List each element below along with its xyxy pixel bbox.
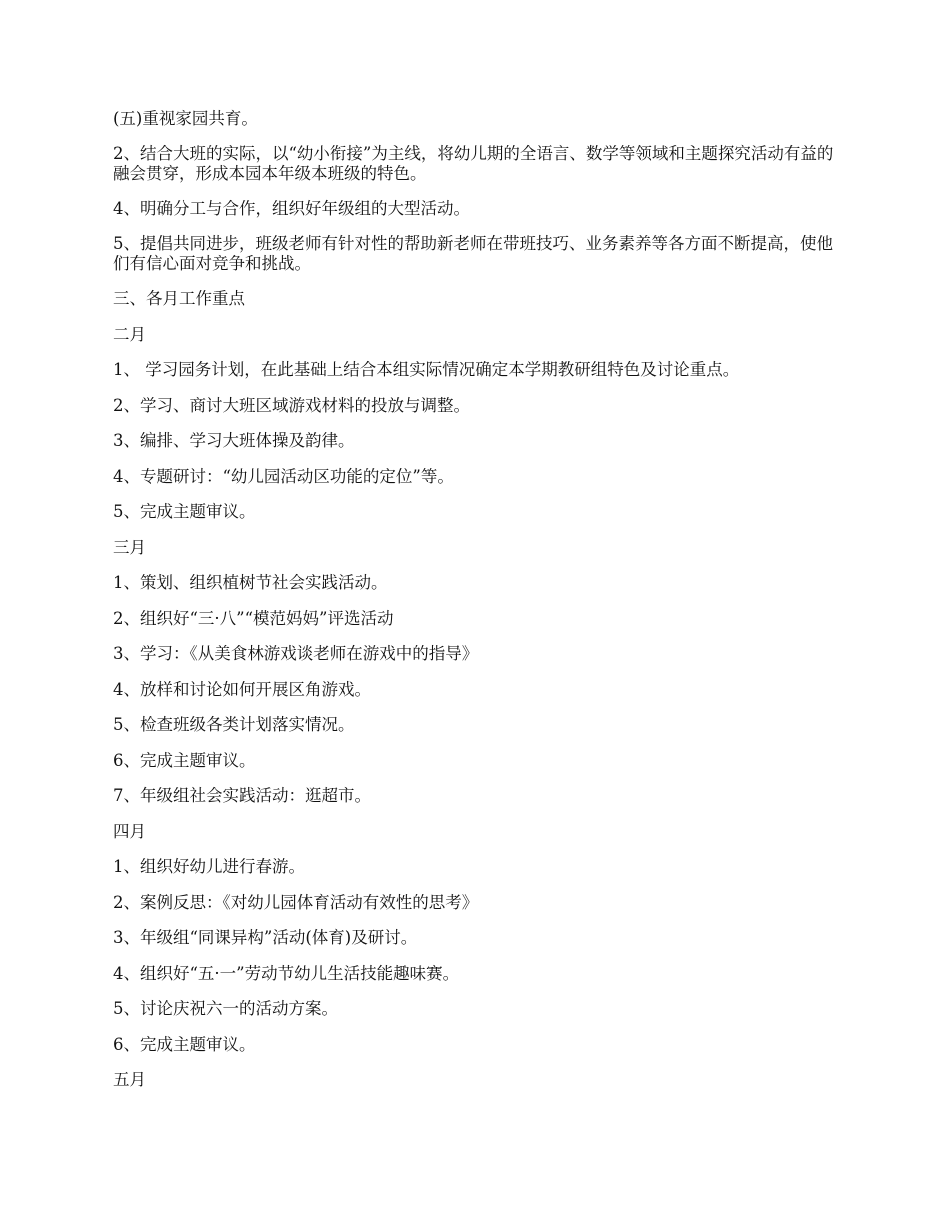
list-item: 3、年级组“同课异构”活动(体育)及研讨。 bbox=[113, 928, 418, 947]
list-item: 2、组织好“三·八”“模范妈妈”评选活动 bbox=[113, 608, 394, 628]
section-heading-monthly-focus: 三、各月工作重点 bbox=[113, 289, 245, 308]
month-heading-may: 五月 bbox=[113, 1070, 146, 1089]
month-heading-march: 三月 bbox=[113, 537, 146, 557]
list-item: 6、完成主题审议。 bbox=[113, 750, 256, 770]
list-item: 4、放样和讨论如何开展区角游戏。 bbox=[113, 679, 371, 699]
list-item: 2、案例反思：《对幼儿园体育活动有效性的思考》 bbox=[113, 892, 479, 912]
list-item: 3、编排、学习大班体操及韵律。 bbox=[113, 431, 355, 450]
list-item: 6、完成主题审议。 bbox=[113, 1034, 256, 1054]
list-item: 1、策划、组织植树节社会实践活动。 bbox=[113, 573, 388, 592]
paragraph-division-of-labor: 4、明确分工与合作，组织好年级组的大型活动。 bbox=[113, 199, 470, 218]
list-item: 3、学习：《从美食林游戏谈老师在游戏中的指导》 bbox=[113, 644, 479, 663]
list-item: 1、 学习园务计划，在此基础上结合本组实际情况确定本学期教研组特色及讨论重点。 bbox=[113, 360, 740, 379]
list-item: 4、专题研讨：“幼儿园活动区功能的定位”等。 bbox=[113, 466, 454, 486]
paragraph-common-progress: 5、提倡共同进步，班级老师有针对性的帮助新老师在带班技巧、业务素养等各方面不断提高，使他们有信心面对竞争和挑战。 bbox=[113, 233, 833, 273]
list-item: 2、学习、商讨大班区域游戏材料的投放与调整。 bbox=[113, 395, 470, 415]
paragraph-kindergarten-transition: 2、结合大班的实际，以“幼小衔接”为主线，将幼儿期的全语言、数学等领域和主题探究活动有益的融会贯穿，形成本园本年级本班级的特色。 bbox=[113, 143, 834, 183]
list-item: 7、年级组社会实践活动：逛超市。 bbox=[113, 786, 371, 805]
list-item: 5、讨论庆祝六一的活动方案。 bbox=[113, 999, 338, 1018]
month-heading-april: 四月 bbox=[113, 821, 146, 841]
list-item: 5、检查班级各类计划落实情况。 bbox=[113, 715, 355, 734]
document-body bbox=[113, 108, 838, 1105]
list-item: 5、完成主题审议。 bbox=[113, 502, 256, 521]
paragraph-home-school-coeducation: (五)重视家园共育。 bbox=[113, 109, 258, 128]
list-item: 1、组织好幼儿进行春游。 bbox=[113, 857, 305, 876]
month-heading-february: 二月 bbox=[113, 324, 146, 344]
list-item: 4、组织好“五·一”劳动节幼儿生活技能趣味赛。 bbox=[113, 963, 460, 983]
